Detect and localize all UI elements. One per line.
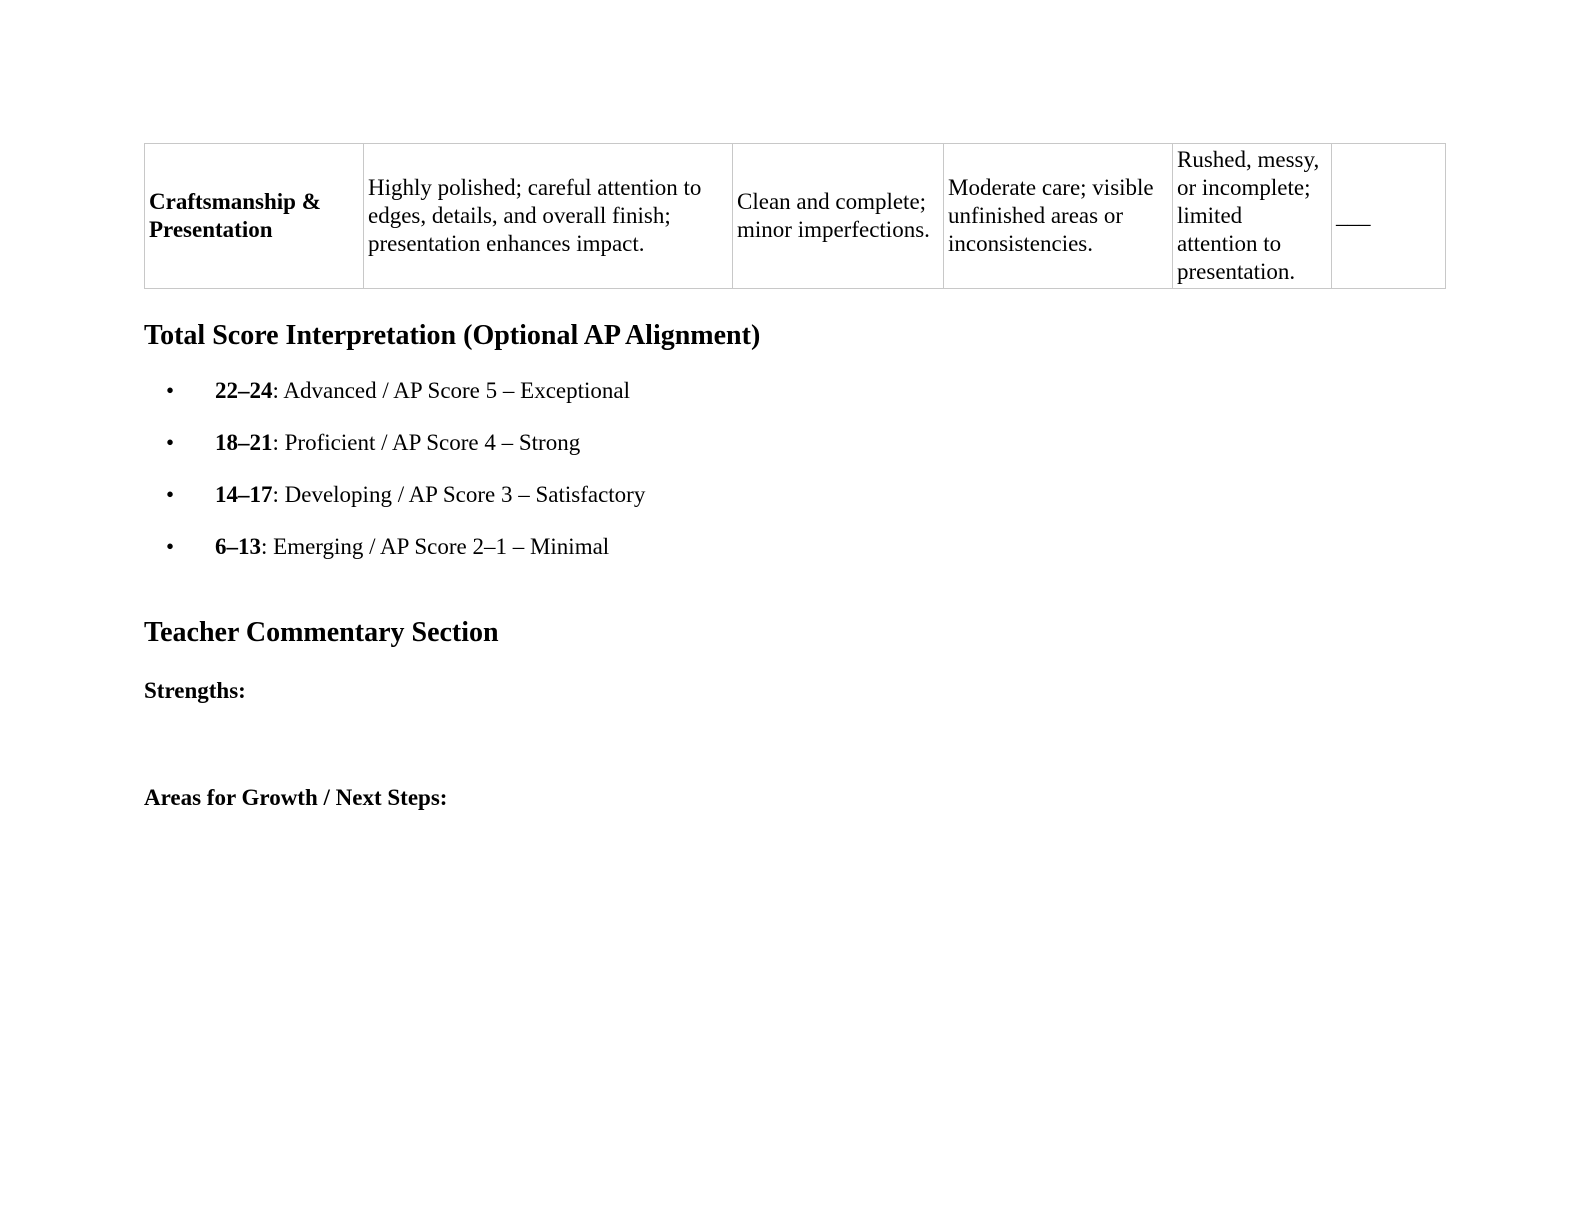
criterion-cell: Craftsmanship & Presentation: [145, 144, 364, 289]
growth-label: Areas for Growth / Next Steps:: [144, 785, 448, 810]
score-range: 6–13: [215, 534, 261, 559]
document-page: [144, 143, 1444, 810]
strengths-label: Strengths:: [144, 678, 246, 703]
score-range: 14–17: [215, 482, 273, 507]
bullet-icon: •: [166, 430, 175, 455]
bullet-icon: •: [166, 378, 175, 403]
table-row: [145, 144, 1446, 289]
list-item: [144, 377, 645, 429]
rubric-table: [144, 143, 1446, 289]
bullet-icon: •: [166, 534, 175, 559]
score-description: : Developing / AP Score 3 – Satisfactory: [272, 482, 646, 507]
commentary-title: Teacher Commentary Section: [144, 617, 499, 648]
score-range: 22–24: [215, 378, 273, 403]
level-4-cell: Highly polished; careful attention to edges, details, and overall finish; presentation enhances impact.: [364, 144, 733, 289]
list-item: [144, 429, 645, 481]
score-description: : Proficient / AP Score 4 – Strong: [272, 430, 581, 455]
level-3-cell: Clean and complete; minor imperfections.: [733, 144, 944, 289]
score-interpretation-list: [144, 377, 645, 585]
score-interpretation-title: Total Score Interpretation (Optional AP Alignment): [144, 320, 761, 351]
score-cell: ___: [1332, 144, 1446, 289]
level-1-cell: Rushed, messy, or incomplete; limited attention to presentation.: [1173, 144, 1332, 289]
list-item: [144, 533, 645, 585]
level-2-cell: Moderate care; visible unfinished areas or inconsistencies.: [944, 144, 1173, 289]
score-description: : Advanced / AP Score 5 – Exceptional: [272, 378, 630, 403]
list-item: [144, 481, 645, 533]
bullet-icon: •: [166, 482, 175, 507]
score-range: 18–21: [215, 430, 273, 455]
score-description: : Emerging / AP Score 2–1 – Minimal: [261, 534, 610, 559]
